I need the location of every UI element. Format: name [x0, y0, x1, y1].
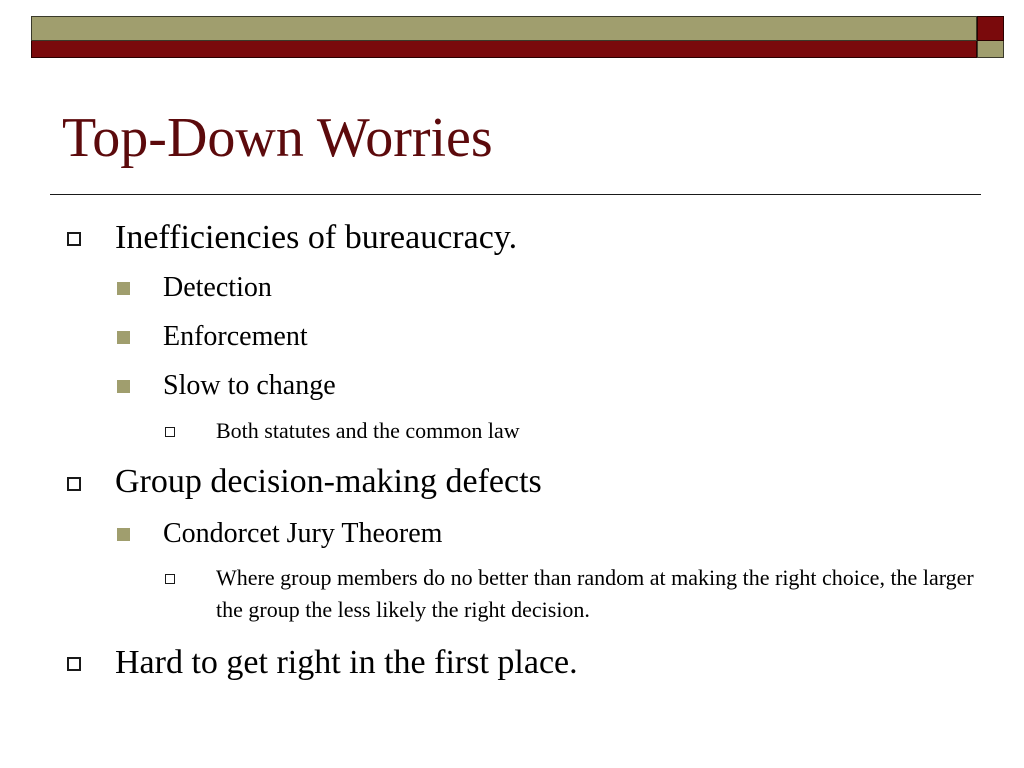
olive-square-icon — [117, 282, 130, 295]
bullet-level3: Both statutes and the common law — [216, 418, 520, 443]
bullet-level1: Inefficiencies of bureaucracy. — [115, 219, 518, 256]
olive-square-icon — [117, 331, 130, 344]
olive-square-icon — [117, 380, 130, 393]
slide-title: Top-Down Worries — [62, 107, 493, 169]
bullet-level3: Where group members do no better than random at making the right choice, the larger the group the less likely the right decision. — [216, 565, 974, 622]
hollow-square-icon — [165, 574, 175, 584]
olive-square-icon — [117, 528, 130, 541]
bullet-level1: Group decision-making defects — [115, 463, 542, 500]
hollow-square-icon — [67, 232, 81, 246]
bullet-level2: Slow to change — [163, 370, 336, 401]
hollow-square-icon — [67, 657, 81, 671]
bullet-level1: Hard to get right in the first place. — [115, 644, 578, 681]
bullet-level2: Detection — [163, 272, 272, 303]
bullet-level2: Enforcement — [163, 321, 308, 352]
hollow-square-icon — [67, 477, 81, 491]
bullet-level2: Condorcet Jury Theorem — [163, 518, 443, 549]
hollow-square-icon — [165, 427, 175, 437]
